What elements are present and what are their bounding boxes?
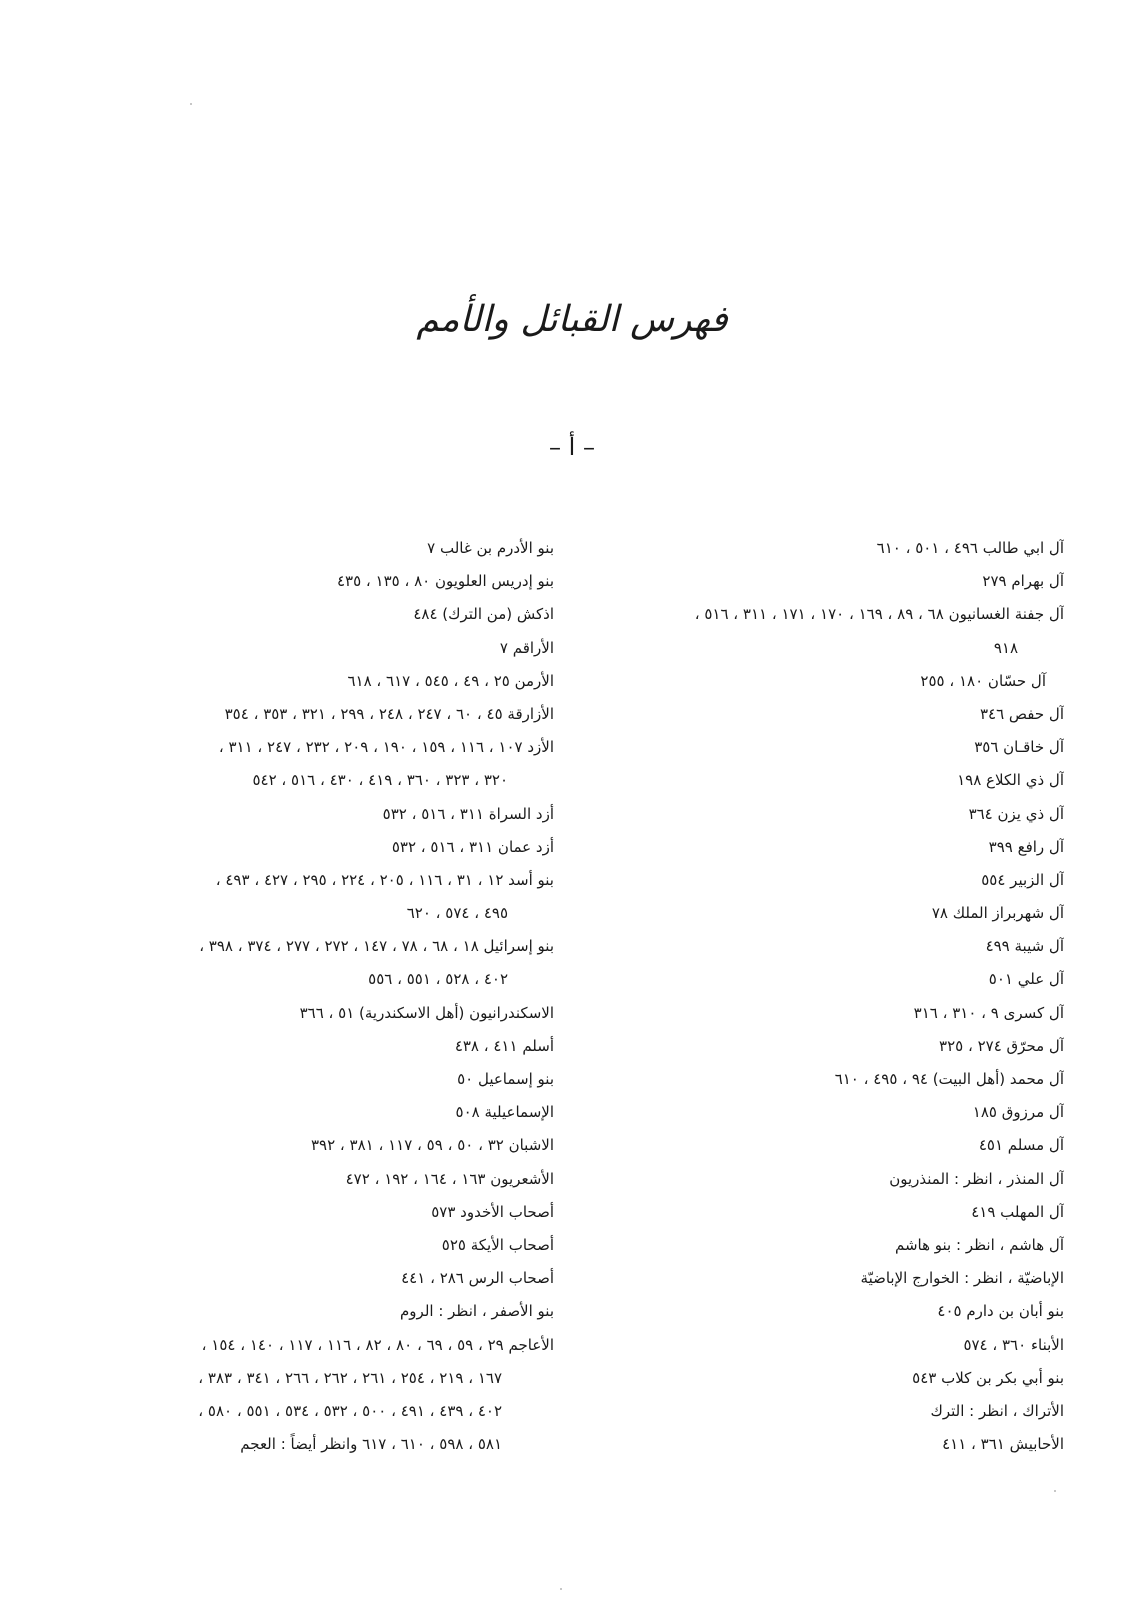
index-entry: الأشعريون ١٦٣ ، ١٦٤ ، ١٩٢ ، ٤٧٢ [345,1169,554,1188]
index-entry: الأزد ١٠٧ ، ١١٦ ، ١٥٩ ، ١٩٠ ، ٢٠٩ ، ٢٣٢ ، ٢٤٧ ، ٣١١ ، [218,738,554,757]
index-entry: الاسكندرانيون (أهل الاسكندرية) ٥١ ، ٣٦٦ [299,1003,554,1022]
index-entry: آل المنذر ، انظر : المنذريون [889,1169,1064,1188]
index-entry: آل شيبة ٤٩٩ [985,937,1064,956]
index-entry: الأرمن ٢٥ ، ٤٩ ، ٥٤٥ ، ٦١٧ ، ٦١٨ [347,671,554,690]
index-entry: آل علي ٥٠١ [988,970,1064,989]
page-title: فهرس القبائل والأمم [416,299,728,340]
index-entry: اذكش (من الترك) ٤٨٤ [413,605,554,624]
index-entry: بنو إسماعيل ٥٠ [457,1070,554,1088]
index-entry: الأتراك ، انظر : الترك [930,1401,1064,1420]
index-entry: بنو أسد ١٢ ، ٣١ ، ١١٦ ، ٢٠٥ ، ٢٢٤ ، ٢٩٥ ، ٤٢٧ ، ٤٩٣ ، [215,870,554,889]
index-entry: الأراقم ٧ [499,638,554,657]
index-entry: بنو أبي بكر بن كلاب ٥٤٣ [912,1368,1064,1387]
index-entry-continuation: ١٦٧ ، ٢١٩ ، ٢٥٤ ، ٢٦١ ، ٢٦٢ ، ٢٦٦ ، ٣٤١ ، ٣٨٣ ، [198,1368,502,1387]
index-entry: أصحاب الأيكة ٥٢٥ [441,1235,554,1254]
index-entry-continuation: ٩١٨ [993,638,1018,657]
index-entry: آل هاشم ، انظر : بنو هاشم [894,1235,1064,1254]
index-entry: الاشبان ٣٢ ، ٥٠ ، ٥٩ ، ١١٧ ، ٣٨١ ، ٣٩٢ [310,1136,554,1155]
index-entry: آل مسلم ٤٥١ [978,1136,1064,1155]
index-entry: آل جفنة الغسانيون ٦٨ ، ٨٩ ، ١٦٩ ، ١٧٠ ، ١٧١ ، ٣١١ ، ٥١٦ ، [694,605,1064,624]
index-entry: الإباضيّة ، انظر : الخوارج الإباضيّة [860,1269,1064,1288]
scan-speck [1054,1490,1056,1492]
index-entry: آل خاقـان ٣٥٦ [974,738,1064,757]
index-entry: آل محرّق ٢٧٤ ، ٣٢٥ [939,1036,1064,1055]
index-entry: أصحاب الرس ٢٨٦ ، ٤٤١ [401,1269,554,1288]
index-entry-continuation: آل حسّان ١٨٠ ، ٢٥٥ [920,671,1046,690]
index-entry: الأحابيش ٣٦١ ، ٤١١ [942,1435,1064,1454]
index-entry: الأزارقة ٤٥ ، ٦٠ ، ٢٤٧ ، ٢٤٨ ، ٢٩٩ ، ٣٢١ ، ٣٥٣ ، ٣٥٤ [224,704,554,723]
index-entry: آل كسرى ٩ ، ٣١٠ ، ٣١٦ [913,1003,1064,1022]
index-entry: بنو إدريس العلويون ٨٠ ، ١٣٥ ، ٤٣٥ [336,572,554,591]
index-entry-continuation: ٤٠٢ ، ٥٢٨ ، ٥٥١ ، ٥٥٦ [368,970,508,989]
index-entry: الأعاجم ٢٩ ، ٥٩ ، ٦٩ ، ٨٠ ، ٨٢ ، ١١٦ ، ١١٧ ، ١٤٠ ، ١٥٤ ، [201,1335,554,1354]
scan-speck [560,1588,562,1590]
index-entry: أصحاب الأخدود ٥٧٣ [431,1202,554,1221]
index-entry: آل الزبير ٥٥٤ [981,870,1064,889]
index-entry: آل حفص ٣٤٦ [979,704,1064,723]
index-entry: آل ذي الكلاع ١٩٨ [957,771,1064,790]
index-entry: آل شهربراز الملك ٧٨ [931,904,1064,923]
index-entry-continuation: ٣٢٠ ، ٣٢٣ ، ٣٦٠ ، ٤١٩ ، ٤٣٠ ، ٥١٦ ، ٥٤٢ [252,771,508,790]
section-heading: – أ – [549,433,595,461]
index-entry: آل ابي طالب ٤٩٦ ، ٥٠١ ، ٦١٠ [876,539,1064,557]
index-entry-continuation: ٥٨١ ، ٥٩٨ ، ٦١٠ ، ٦١٧ وانظر أيضاً : العجم [240,1435,502,1454]
index-entry: الإسماعيلية ٥٠٨ [455,1103,554,1122]
index-column-left [54,532,554,1461]
scan-speck [190,103,192,105]
index-entry: آل ذي يزن ٣٦٤ [968,804,1064,823]
index-entry: الأبناء ٣٦٠ ، ٥٧٤ [963,1335,1064,1354]
index-entry: آل المهلب ٤١٩ [971,1202,1064,1221]
index-entry: بنو الأدرم بن غالب ٧ [427,539,554,557]
index-entry: بنو إسرائيل ١٨ ، ٦٨ ، ٧٨ ، ١٤٧ ، ٢٧٢ ، ٢٧٧ ، ٣٧٤ ، ٣٩٨ ، [199,937,554,956]
index-entry: بنو أبان بن دارم ٤٠٥ [937,1302,1064,1321]
index-entry: أسلم ٤١١ ، ٤٣٨ [454,1036,554,1055]
index-entry: آل محمد (أهل البيت) ٩٤ ، ٤٩٥ ، ٦١٠ [834,1070,1064,1088]
index-entry: آل مرزوق ١٨٥ [972,1103,1064,1122]
index-column-right [574,532,1064,1461]
index-entry-continuation: ٤٩٥ ، ٥٧٤ ، ٦٢٠ [406,904,508,923]
index-entry: آل رافع ٣٩٩ [988,837,1064,856]
index-entry: بنو الأصفر ، انظر : الروم [400,1302,554,1321]
index-entry: أزد السراة ٣١١ ، ٥١٦ ، ٥٣٢ [382,804,554,823]
index-entry: آل بهرام ٢٧٩ [982,572,1064,591]
index-entry: أزد عمان ٣١١ ، ٥١٦ ، ٥٣٢ [391,837,554,856]
index-entry-continuation: ٤٠٢ ، ٤٣٩ ، ٤٩١ ، ٥٠٠ ، ٥٣٢ ، ٥٣٤ ، ٥٥١ ، ٥٨٠ ، [198,1401,502,1420]
